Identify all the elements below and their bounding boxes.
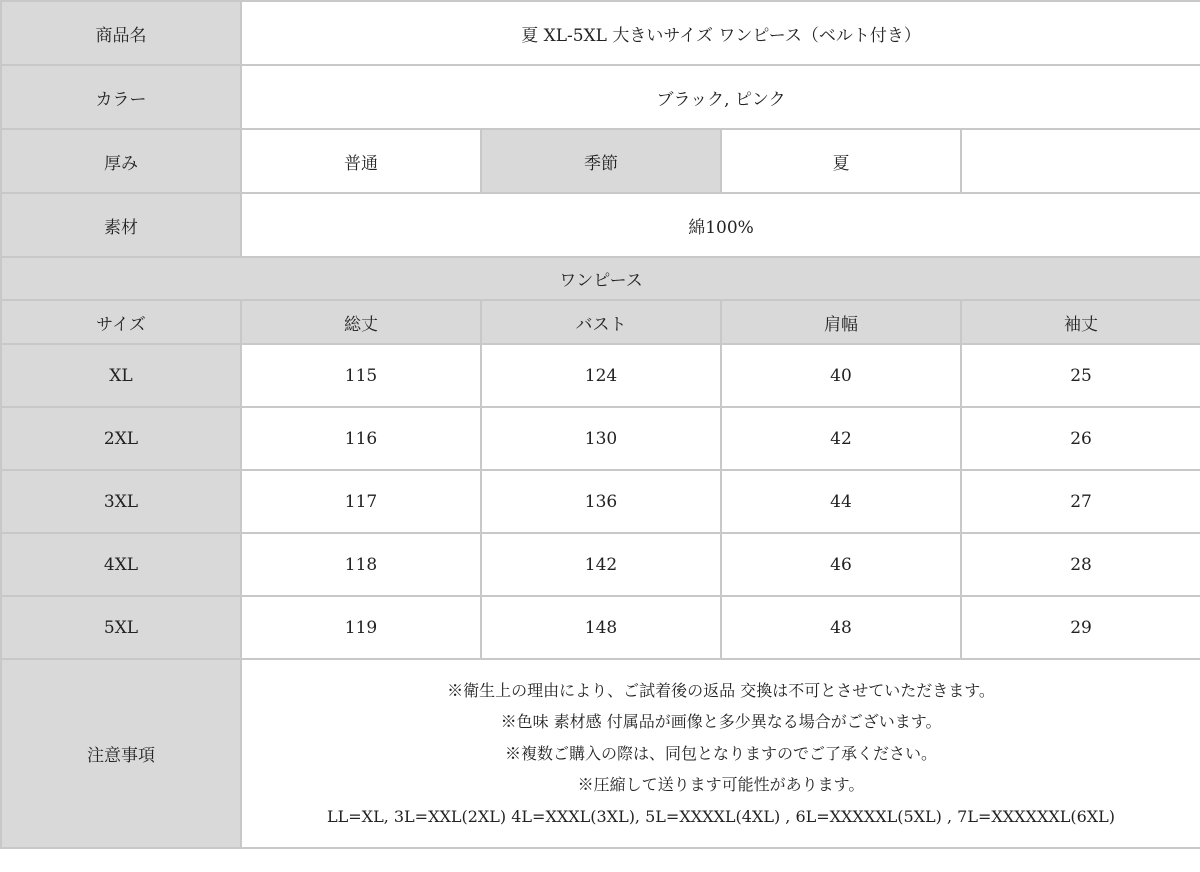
shoulder-header: 肩幅 bbox=[721, 300, 961, 344]
size-header-row bbox=[1, 300, 1200, 344]
thickness-label: 厚み bbox=[1, 129, 241, 193]
size-section-title: ワンピース bbox=[1, 257, 1200, 300]
size-row bbox=[1, 470, 1200, 533]
size-row bbox=[1, 596, 1200, 659]
size-cell: XL bbox=[1, 344, 241, 407]
bust-header: バスト bbox=[481, 300, 721, 344]
bust-cell: 148 bbox=[481, 596, 721, 659]
material-value: 綿100% bbox=[241, 193, 1200, 257]
size-cell: 2XL bbox=[1, 407, 241, 470]
sleeve-cell: 29 bbox=[961, 596, 1200, 659]
bust-cell: 130 bbox=[481, 407, 721, 470]
length-cell: 119 bbox=[241, 596, 481, 659]
product-name-row bbox=[1, 1, 1200, 65]
size-row bbox=[1, 407, 1200, 470]
sleeve-cell: 28 bbox=[961, 533, 1200, 596]
sleeve-header: 袖丈 bbox=[961, 300, 1200, 344]
shoulder-cell: 44 bbox=[721, 470, 961, 533]
product-name-label: 商品名 bbox=[1, 1, 241, 65]
color-value: ブラック, ピンク bbox=[241, 65, 1200, 129]
length-cell: 115 bbox=[241, 344, 481, 407]
empty-cell bbox=[961, 129, 1200, 193]
size-row bbox=[1, 344, 1200, 407]
notes-row bbox=[1, 659, 1200, 848]
size-cell: 5XL bbox=[1, 596, 241, 659]
note-line-compression: ※圧縮して送ります可能性があります。 bbox=[577, 775, 865, 795]
color-label: カラー bbox=[1, 65, 241, 129]
product-name-value: 夏 XL-5XL 大きいサイズ ワンピース（ベルト付き） bbox=[241, 1, 1200, 65]
shoulder-cell: 42 bbox=[721, 407, 961, 470]
size-section-title-row bbox=[1, 257, 1200, 300]
thickness-row bbox=[1, 129, 1200, 193]
season-label: 季節 bbox=[481, 129, 721, 193]
shoulder-cell: 46 bbox=[721, 533, 961, 596]
shoulder-cell: 40 bbox=[721, 344, 961, 407]
bust-cell: 124 bbox=[481, 344, 721, 407]
size-cell: 3XL bbox=[1, 470, 241, 533]
sleeve-cell: 26 bbox=[961, 407, 1200, 470]
notes-label: 注意事項 bbox=[1, 659, 241, 848]
sleeve-cell: 27 bbox=[961, 470, 1200, 533]
note-line-bundle: ※複数ご購入の際は、同包となりますのでご了承ください。 bbox=[505, 743, 938, 763]
bust-cell: 136 bbox=[481, 470, 721, 533]
note-line-color: ※色味 素材感 付属品が画像と多少異なる場合がございます。 bbox=[500, 712, 942, 732]
season-value: 夏 bbox=[721, 129, 961, 193]
length-cell: 116 bbox=[241, 407, 481, 470]
bust-cell: 142 bbox=[481, 533, 721, 596]
shoulder-cell: 48 bbox=[721, 596, 961, 659]
notes-content bbox=[241, 659, 1200, 848]
length-cell: 117 bbox=[241, 470, 481, 533]
color-row bbox=[1, 65, 1200, 129]
size-header: サイズ bbox=[1, 300, 241, 344]
size-row bbox=[1, 533, 1200, 596]
note-line-size-conversion: LL=XL, 3L=XXL(2XL) 4L=XXXL(3XL), 5L=XXXXL(4XL) , 6L=XXXXXL(5XL) , 7L=XXXXXXL(6XL) bbox=[327, 806, 1116, 826]
thickness-value: 普通 bbox=[241, 129, 481, 193]
material-row bbox=[1, 193, 1200, 257]
sleeve-cell: 25 bbox=[961, 344, 1200, 407]
size-cell: 4XL bbox=[1, 533, 241, 596]
length-header: 総丈 bbox=[241, 300, 481, 344]
length-cell: 118 bbox=[241, 533, 481, 596]
note-line-hygiene: ※衛生上の理由により、ご試着後の返品 交換は不可とさせていただきます。 bbox=[447, 680, 995, 700]
material-label: 素材 bbox=[1, 193, 241, 257]
